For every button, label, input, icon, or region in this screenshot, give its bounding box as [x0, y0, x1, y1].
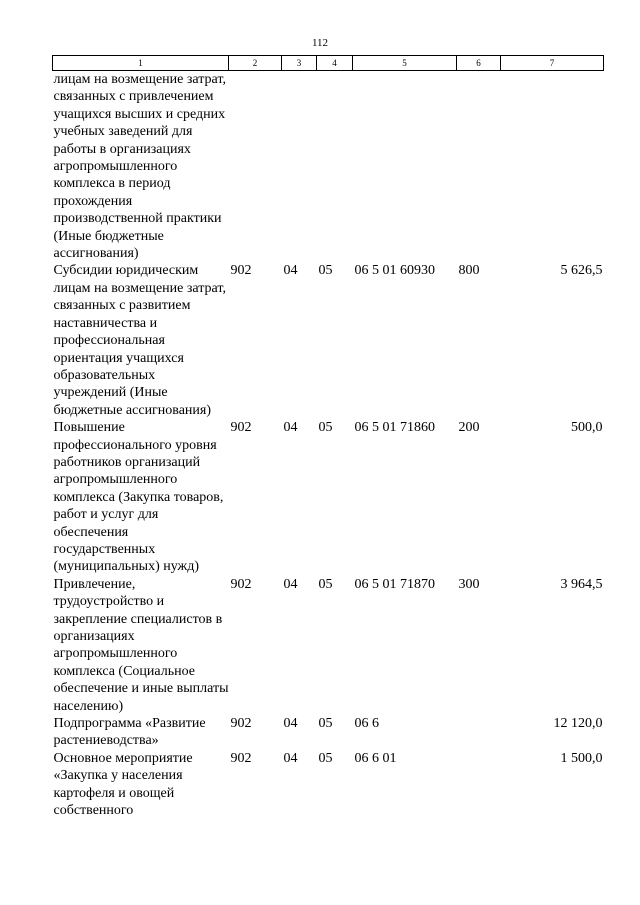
row-expense-type: 200 — [458, 420, 480, 436]
page-number: 112 — [311, 37, 329, 49]
row-subsection: 05 — [318, 263, 333, 279]
row-name: Повышение профессионального уровня работников организаций агропромышленного комплекса (Закупка товаров, работ и услуг для обеспечения государственных (муниципальных) нужд) — [53, 420, 224, 575]
table-row — [53, 750, 604, 820]
row-ministry: 902 — [230, 750, 252, 766]
row-name: Основное мероприятие «Закупка у населения картофеля и овощей собственного — [53, 750, 193, 819]
row-expense-type — [457, 750, 501, 820]
row-section: 04 — [283, 420, 298, 436]
row-target: 06 6 01 — [354, 750, 397, 766]
row-section: 04 — [283, 750, 298, 766]
row-expense-type — [457, 71, 501, 263]
row-subsection — [317, 71, 353, 263]
row-subsection: 05 — [318, 420, 333, 436]
row-subsection: 05 — [318, 716, 333, 732]
row-amount — [501, 71, 604, 263]
table-row — [53, 419, 604, 576]
row-target: 06 5 01 60930 — [354, 263, 435, 279]
header-col-2: 2 — [229, 56, 282, 71]
row-target: 06 5 01 71860 — [354, 420, 435, 436]
row-amount: 1 500,0 — [560, 750, 603, 766]
row-target: 06 5 01 71870 — [354, 576, 435, 592]
row-section: 04 — [283, 263, 298, 279]
budget-table — [52, 55, 604, 819]
row-ministry: 902 — [230, 716, 252, 732]
row-target: 06 6 — [354, 716, 379, 732]
row-amount: 3 964,5 — [560, 576, 603, 592]
row-expense-type: 300 — [458, 576, 480, 592]
row-section: 04 — [283, 716, 298, 732]
table-row — [53, 576, 604, 715]
row-subsection: 05 — [318, 750, 333, 766]
table-row — [53, 715, 604, 750]
header-col-3: 3 — [282, 56, 317, 71]
table-row — [53, 71, 604, 263]
row-section — [282, 71, 317, 263]
row-name: Подпрограмма «Развитие растениеводства» — [53, 716, 206, 749]
row-ministry — [229, 71, 282, 263]
row-expense-type: 800 — [458, 263, 480, 279]
table-row — [53, 262, 604, 419]
row-expense-type — [457, 715, 501, 750]
row-ministry: 902 — [230, 420, 252, 436]
row-amount: 500,0 — [571, 420, 603, 436]
row-subsection: 05 — [318, 576, 333, 592]
header-col-7: 7 — [501, 56, 604, 71]
row-name: Привлечение, трудоустройство и закрепление специалистов в организациях агропромышленного комплекса (Социальное обеспечение и иные выплаты населению) — [53, 576, 229, 714]
row-name: лицам на возмещение затрат, связанных с привлечением учащихся высших и средних учебных заведений для работы в организациях агропромышленного комплекса в период прохождения производственной практики (Иные бюджетные ассигнования) — [53, 72, 226, 262]
column-number-header — [53, 56, 604, 71]
row-amount: 5 626,5 — [560, 263, 603, 279]
row-ministry: 902 — [230, 576, 252, 592]
header-col-4: 4 — [317, 56, 353, 71]
row-name: Субсидии юридическим лицам на возмещение затрат, связанных с развитием наставничества и профессиональная ориентация учащихся образовательных учреждений (Иные бюджетные ассигнования) — [53, 263, 226, 418]
row-section: 04 — [283, 576, 298, 592]
header-col-1: 1 — [53, 56, 229, 71]
row-amount: 12 120,0 — [553, 716, 603, 732]
header-col-5: 5 — [353, 56, 457, 71]
row-ministry: 902 — [230, 263, 252, 279]
row-target — [353, 71, 457, 263]
header-col-6: 6 — [457, 56, 501, 71]
